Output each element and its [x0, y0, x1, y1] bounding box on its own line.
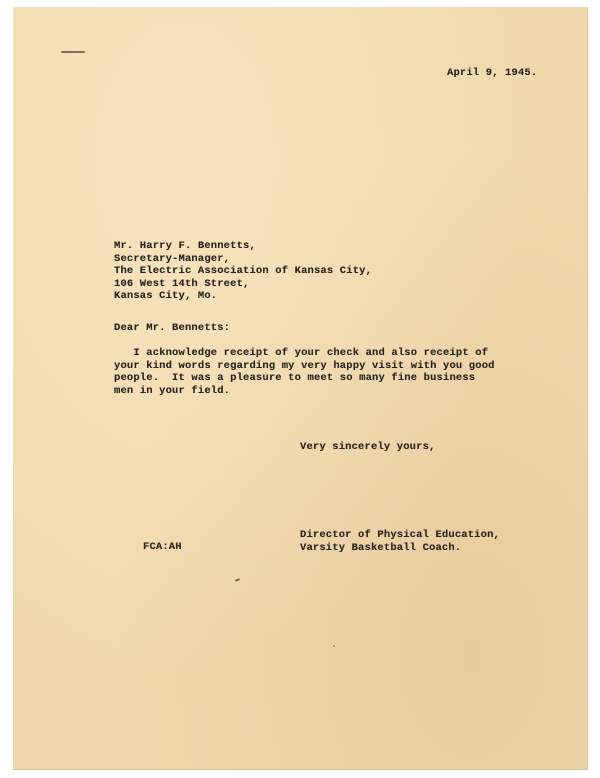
- recipient-street: 106 West 14th Street,: [114, 277, 250, 290]
- body-line: I acknowledge receipt of your check and also receipt of: [114, 347, 489, 359]
- recipient-organization: The Electric Association of Kansas City,: [114, 265, 373, 278]
- recipient-title: Secretary-Manager,: [114, 252, 231, 265]
- letter-body: [114, 347, 495, 397]
- signature-line-1: Director of Physical Education,: [300, 529, 500, 541]
- ink-speck: [333, 645, 335, 647]
- body-line: people. It was a pleasure to meet so many fine business: [114, 372, 476, 385]
- salutation: Dear Mr. Bennetts:: [114, 322, 231, 334]
- letter-date: April 9, 1945.: [447, 67, 538, 79]
- recipient-name: Mr. Harry F. Bennetts,: [114, 240, 256, 252]
- reference-initials: FCA:AH: [143, 541, 182, 553]
- body-line: men in your field.: [114, 384, 231, 397]
- recipient-city: Kansas City, Mo.: [114, 290, 218, 303]
- ink-mark: [235, 578, 240, 582]
- ink-mark: [61, 51, 85, 53]
- signature-block: [300, 529, 500, 554]
- body-line: your kind words regarding my very happy visit with you good: [114, 359, 495, 372]
- letter-page: [13, 7, 588, 770]
- recipient-address: [114, 240, 372, 303]
- complimentary-closing: Very sincerely yours,: [300, 441, 436, 453]
- signature-line-2: Varsity Basketball Coach.: [300, 541, 462, 554]
